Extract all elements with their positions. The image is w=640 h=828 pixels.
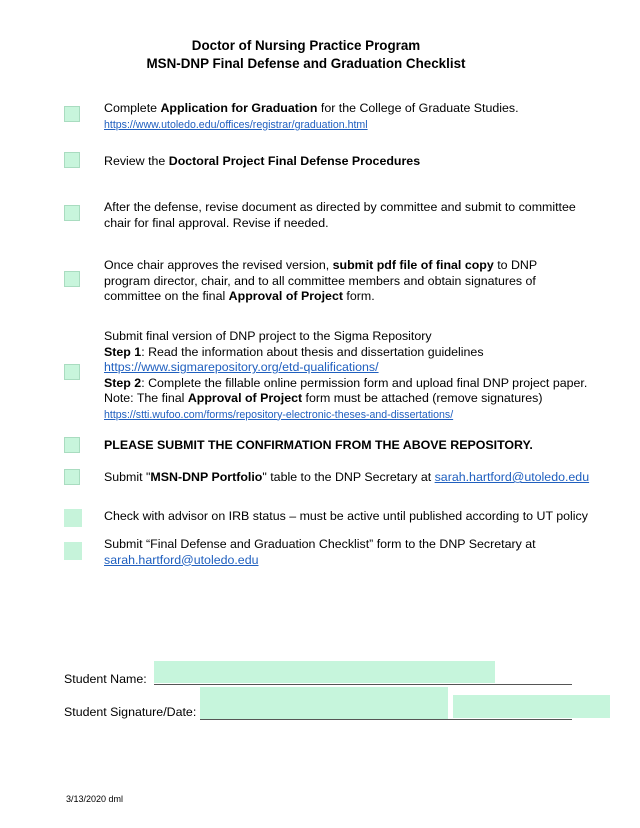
item-text: Complete — [104, 101, 161, 115]
student-name-field[interactable] — [154, 661, 495, 683]
checkbox-submit-checklist[interactable] — [64, 542, 82, 560]
checkbox-application-graduation[interactable] — [64, 106, 80, 122]
page-subtitle: MSN-DNP Final Defense and Graduation Checklist — [146, 56, 466, 71]
student-name-underline — [154, 684, 572, 685]
secretary-email-link-2[interactable]: sarah.hartford@utoledo.edu — [104, 552, 259, 567]
checkbox-sigma-repository[interactable] — [64, 364, 80, 380]
student-signature-field[interactable] — [200, 687, 448, 719]
step1-label: Step 1 — [104, 344, 142, 359]
note-text: Note: The final — [104, 391, 188, 405]
checkbox-revise-document[interactable] — [64, 205, 80, 221]
item-bold: PLEASE SUBMIT THE CONFIRMATION FROM THE ABOVE REPOSITORY. — [104, 438, 533, 452]
item-text: Submit final version of DNP project to the Sigma Repository — [104, 329, 432, 343]
checkbox-submit-pdf[interactable] — [64, 271, 80, 287]
checklist-item-review — [104, 154, 594, 170]
checklist-item-irb: Check with advisor on IRB status – must be active until published according to UT policy — [104, 509, 588, 523]
page-title: Doctor of Nursing Practice Program — [191, 38, 421, 53]
step2-label: Step 2 — [104, 375, 142, 390]
wufoo-link[interactable]: https://stti.wufoo.com/forms/repository-electronic-theses-and-dissertations/ — [104, 408, 454, 421]
step2-text: : Complete the fillable online permission form and upload final DNP project paper. — [141, 375, 588, 390]
checkbox-confirmation[interactable] — [64, 437, 80, 453]
student-signature-label: Student Signature/Date: — [64, 705, 197, 719]
note-text: form must be attached (remove signatures) — [302, 391, 543, 405]
checklist-item-sigma — [104, 329, 604, 423]
item-bold: MSN-DNP Portfolio — [150, 470, 263, 484]
checklist-item-submit-pdf — [104, 258, 569, 305]
note-bold: Approval of Project — [187, 391, 303, 405]
signature-date-field[interactable] — [453, 695, 610, 718]
footer-date: 3/13/2020 dml — [66, 794, 124, 804]
checklist-item-application — [104, 101, 594, 133]
item-bold: Approval of Project — [228, 289, 343, 303]
item-text: Submit " — [104, 470, 151, 484]
student-name-label: Student Name: — [64, 672, 147, 686]
graduation-link[interactable]: https://www.utoledo.edu/offices/registrar/graduation.html — [104, 118, 368, 131]
item-bold: Application for Graduation — [160, 101, 318, 115]
sigma-link[interactable]: https://www.sigmarepository.org/etd-qualifications/ — [104, 360, 379, 374]
item-text: for the College of Graduate Studies. — [317, 101, 519, 115]
checklist-item-portfolio — [104, 470, 594, 486]
checklist-item-confirmation — [104, 438, 594, 454]
checkbox-review-procedures[interactable] — [64, 152, 80, 168]
secretary-email-link[interactable]: sarah.hartford@utoledo.edu — [434, 470, 590, 484]
item-text: Once chair approves the revised version, — [104, 258, 333, 272]
checklist-item-revise: After the defense, revise document as directed by committee and submit to committee chair for final approval. Revise if needed. — [104, 200, 576, 230]
item-text: Submit “Final Defense and Graduation Checklist” form to the DNP Secretary at — [104, 537, 536, 551]
item-text: " table to the DNP Secretary at — [262, 470, 435, 484]
checklist-item-submit-checklist — [104, 537, 594, 568]
step1-text: : Read the information about thesis and dissertation guidelines — [141, 344, 484, 359]
student-signature-underline — [200, 719, 572, 720]
checkbox-portfolio[interactable] — [64, 469, 80, 485]
item-bold: Doctoral Project Final Defense Procedures — [168, 154, 421, 168]
item-text: form. — [342, 289, 375, 303]
item-bold: submit pdf file of final copy — [332, 258, 494, 272]
item-text: to DNP program director, chair, and to all committee members and obtain signatures of committee on the final — [104, 258, 537, 303]
checkbox-irb-status[interactable] — [64, 509, 82, 527]
item-text: Review the — [104, 154, 169, 168]
